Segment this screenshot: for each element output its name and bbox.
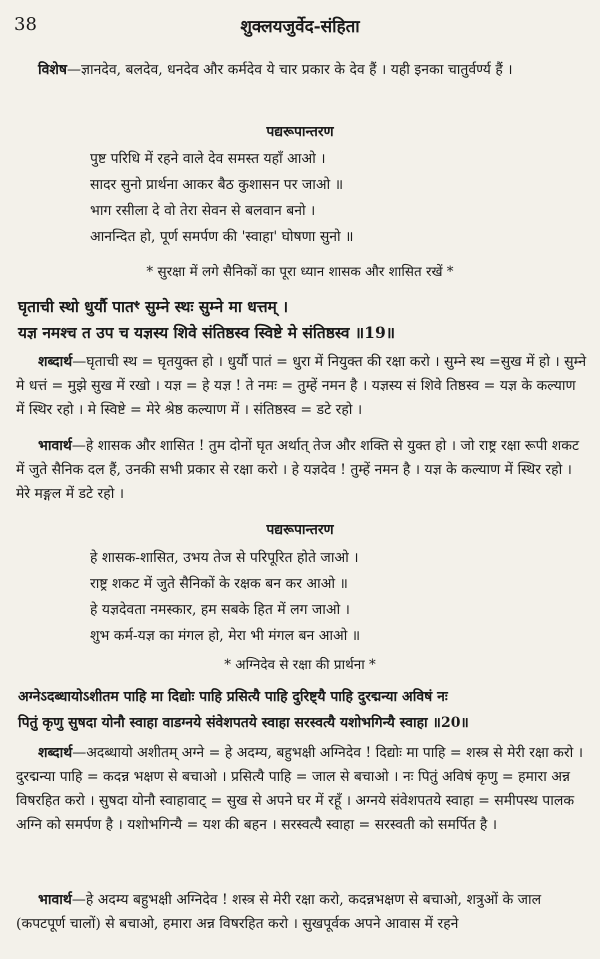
- poem-line: पुष्ट परिधि में रहने वाले देव समस्त यहाँ आओ ।: [90, 151, 326, 167]
- shabdarth-text: —अदब्धायो अशीतम् अग्ने = हे अदम्य, बहुभक्षी अग्निदेव ! दिद्योः मा पाहि = शस्त्र से मेरी रक्षा करो । दुरद्मन्या पाहि = कदन्न भक्षण से बचाओ । प्रसित्यै पाहि = जाल से बचाओ । नः पितुं अविषं कृणु = हमारा अन्न विषरहित करो । सुषदा योनौ स्वाहावाट् = सुख से अपने घर में रहूँ । अग्नये संवेशपतये स्वाहा = समीपस्थ पालक अग्नि को समर्पण है । यशोभगिन्यै = यश की बहन । सरस्वत्यै स्वाहा = सरस्वती को समर्पित है ।: [16, 745, 584, 833]
- mantra-line: पितुं कृणु सुषदा योनौ स्वाहा वाडग्नये संवेशपतये स्वाहा सरस्वत्यै यशोभगिन्यै स्वाहा ॥20॥: [18, 715, 469, 731]
- bhavarth-text: —हे शासक और शासित ! तुम दोनों घृत अर्थात् तेज और शक्ति से युक्त हो । जो राष्ट्र रक्षा रूपी शकट में जुते सैनिक दल हैं, उनकी सभी प्रकार से रक्षा करो । हे यज्ञदेव ! तुम्हें नमन है । यज्ञ के कल्याण में स्थिर रहो । मेरे मङ्गल में डटे रहो ।: [16, 438, 580, 502]
- mantra-line: अग्नेऽदब्धायोऽशीतम पाहि मा दिद्योः पाहि प्रसित्यै पाहि दुरिष्ट्यै पाहि दुरद्मन्या अविषं नः: [18, 689, 448, 705]
- poem-line: सादर सुनो प्रार्थना आकर बैठ कुशासन पर जाओ ॥: [90, 177, 344, 193]
- poem-line: आनन्दित हो, पूर्ण समर्पण की 'स्वाहा' घोषणा सुनो ॥: [90, 229, 354, 245]
- poem-line: हे यज्ञदेवता नमस्कार, हम सबके हित में लग जाओ ।: [90, 602, 350, 618]
- mantra-20: [18, 684, 593, 736]
- mantra-line: यज्ञ नमश्च त उप च यज्ञस्य शिवे संतिष्ठस्व स्विष्टे मे संतिष्ठस्व ॥19॥: [18, 323, 396, 342]
- vishesh-text: —ज्ञानदेव, बलदेव, धनदेव और कर्मदेव ये चार प्रकार के देव हैं । यही इनका चातुर्वर्ण्य हैं ।: [67, 62, 513, 78]
- bhavarth-19: [16, 434, 588, 506]
- poem-line: शुभ कर्म-यज्ञ का मंगल हो, मेरा भी मंगल बन आओ ॥: [90, 628, 361, 644]
- poem1-heading: पद्यरूपान्तरण: [266, 124, 334, 140]
- caption-agni: * अग्निदेव से रक्षा की प्रार्थना *: [224, 657, 376, 673]
- bhavarth-label: भावार्थ: [38, 438, 72, 454]
- shabdarth-label: शब्दार्थ: [38, 745, 73, 761]
- poem1: [90, 146, 590, 250]
- running-title: शुक्लयजुर्वेद-संहिता: [240, 17, 360, 37]
- bhavarth-label: भावार्थ: [38, 892, 72, 908]
- page-header: [0, 14, 600, 38]
- page-number: 38: [14, 14, 37, 35]
- mantra-line: घृताची स्थो धुर्यौ पातꣳ सुम्ने स्थः सुम्ने मा धत्तम् ।: [18, 297, 289, 316]
- poem2: [90, 545, 590, 649]
- poem-line: भाग रसीला दे वो तेरा सेवन से बलवान बनो ।: [90, 203, 316, 219]
- shabdarth-text: —घृताची स्थ = घृतयुक्त हो । धुर्यौ पातं = धुरा में नियुक्त की रक्षा करो । सुम्ने स्थ =सुख में हो । सुम्ने मे धत्तं = मुझे सुख में रखो । यज्ञ = हे यज्ञ ! ते नमः = तुम्हें नमन है । यज्ञस्य सं शिवे तिष्ठस्व = यज्ञ के कल्याण में स्थिर रहो । मे स्विष्टे = मेरे श्रेष्ठ कल्याण में । संतिष्ठस्व = डटे रहो ।: [16, 354, 587, 418]
- poem2-heading: पद्यरूपान्तरण: [266, 522, 334, 538]
- shabdarth-20: [16, 741, 588, 837]
- vishesh-label: विशेष: [38, 62, 68, 78]
- bhavarth-20: [16, 888, 588, 936]
- poem-line: हे शासक-शासित, उभय तेज से परिपूरित होते जाओ ।: [90, 550, 359, 566]
- bhavarth-text: —हे अदम्य बहुभक्षी अग्निदेव ! शस्त्र से मेरी रक्षा करो, कदन्नभक्षण से बचाओ, शत्रुओं के जाल (कपटपूर्ण चालों) से बचाओ, हमारा अन्न विषरहित करो । सुखपूर्वक अपने आवास में रहने: [16, 892, 542, 932]
- caption-security: * सुरक्षा में लगे सैनिकों का पूरा ध्यान शासक और शासित रखें *: [146, 264, 454, 280]
- shabdarth-19: [16, 350, 588, 422]
- poem-line: राष्ट्र शकट में जुते सैनिकों के रक्षक बन कर आओ ॥: [90, 576, 348, 592]
- shabdarth-label: शब्दार्थ: [38, 354, 73, 370]
- vishesh-paragraph: [16, 58, 588, 82]
- mantra-19: [18, 294, 593, 346]
